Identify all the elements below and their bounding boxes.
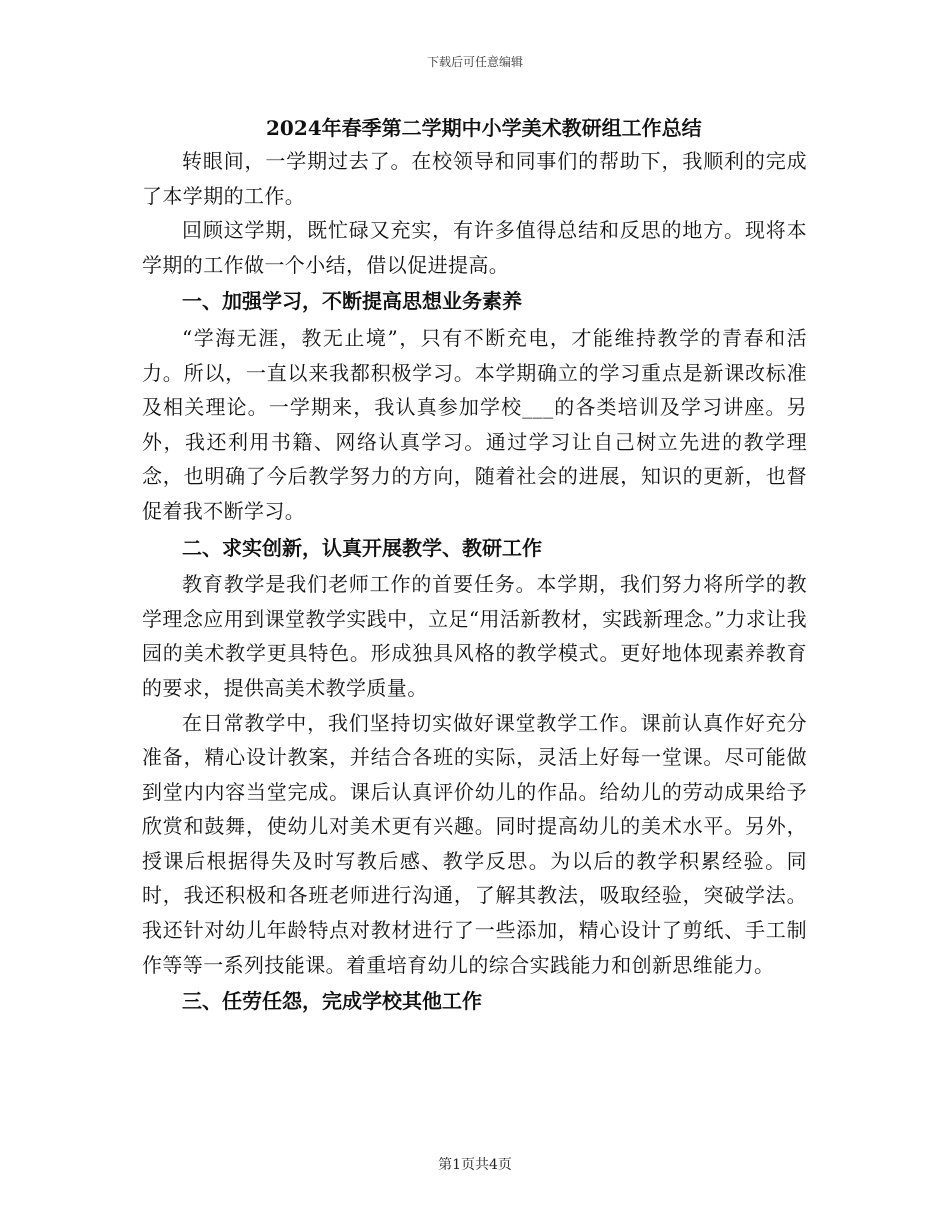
section-2-paragraph-2: 在日常教学中，我们坚持切实做好课堂教学工作。课前认真作好充分准备，精心设计教案，并结合各班的实际，灵活上好每一堂课。尽可能做到堂内内容当堂完成。课后认真评价幼儿的作品。给幼儿的劳动成果给予欣赏和鼓舞，使幼儿对美术更有兴趣。同时提高幼儿的美术水平。另外，授课后根据得失及时写教后感、教学反思。为以后的教学积累经验。同时，我还积极和各班老师进行沟通，了解其教法，吸取经验，突破学法。我还针对幼儿年龄特点对教材进行了一些添加，精心设计了剪纸、手工制作等等一系列技能课。着重培育幼儿的综合实践能力和创新思维能力。 xyxy=(142,710,807,977)
section-2-heading: 二、求实创新，认真开展教学、教研工作 xyxy=(182,535,542,560)
section-2-paragraph-1: 教育教学是我们老师工作的首要任务。本学期，我们努力将所学的教学理念应用到课堂教学实践中，立足“用活新教材，实践新理念。”力求让我园的美术教学更具特色。形成独具风格的教学模式。更好地体现素养教育的要求，提供高美术教学质量。 xyxy=(142,572,807,700)
page-number: 第1页共4页 xyxy=(438,1157,512,1173)
intro-paragraph-1: 转眼间，一学期过去了。在校领导和同事们的帮助下，我顺利的完成了本学期的工作。 xyxy=(142,149,807,208)
document-title: 2024年春季第二学期中小学美术教研组工作总结 xyxy=(266,116,702,140)
section-3-heading: 三、任劳任怨，完成学校其他工作 xyxy=(182,989,482,1014)
document-body xyxy=(142,112,807,1021)
intro-paragraph-2: 回顾这学期，既忙碌又充实，有许多值得总结和反思的地方。现将本学期的工作做一个小结，借以促进提高。 xyxy=(142,218,807,277)
section-1-heading: 一、加强学习，不断提高思想业务素养 xyxy=(182,289,522,314)
section-1-paragraph-1: “学海无涯，教无止境”，只有不断充电，才能维持教学的青春和活力。所以，一直以来我都积极学习。本学期确立的学习重点是新课改标准及相关理论。一学期来，我认真参加学校___的各类培训及学习讲座。另外，我还利用书籍、网络认真学习。通过学习让自己树立先进的教学理念，也明确了今后教学努力的方向，随着社会的进展，知识的更新，也督促着我不断学习。 xyxy=(142,325,807,523)
header-note: 下载后可任意编辑 xyxy=(426,55,523,69)
